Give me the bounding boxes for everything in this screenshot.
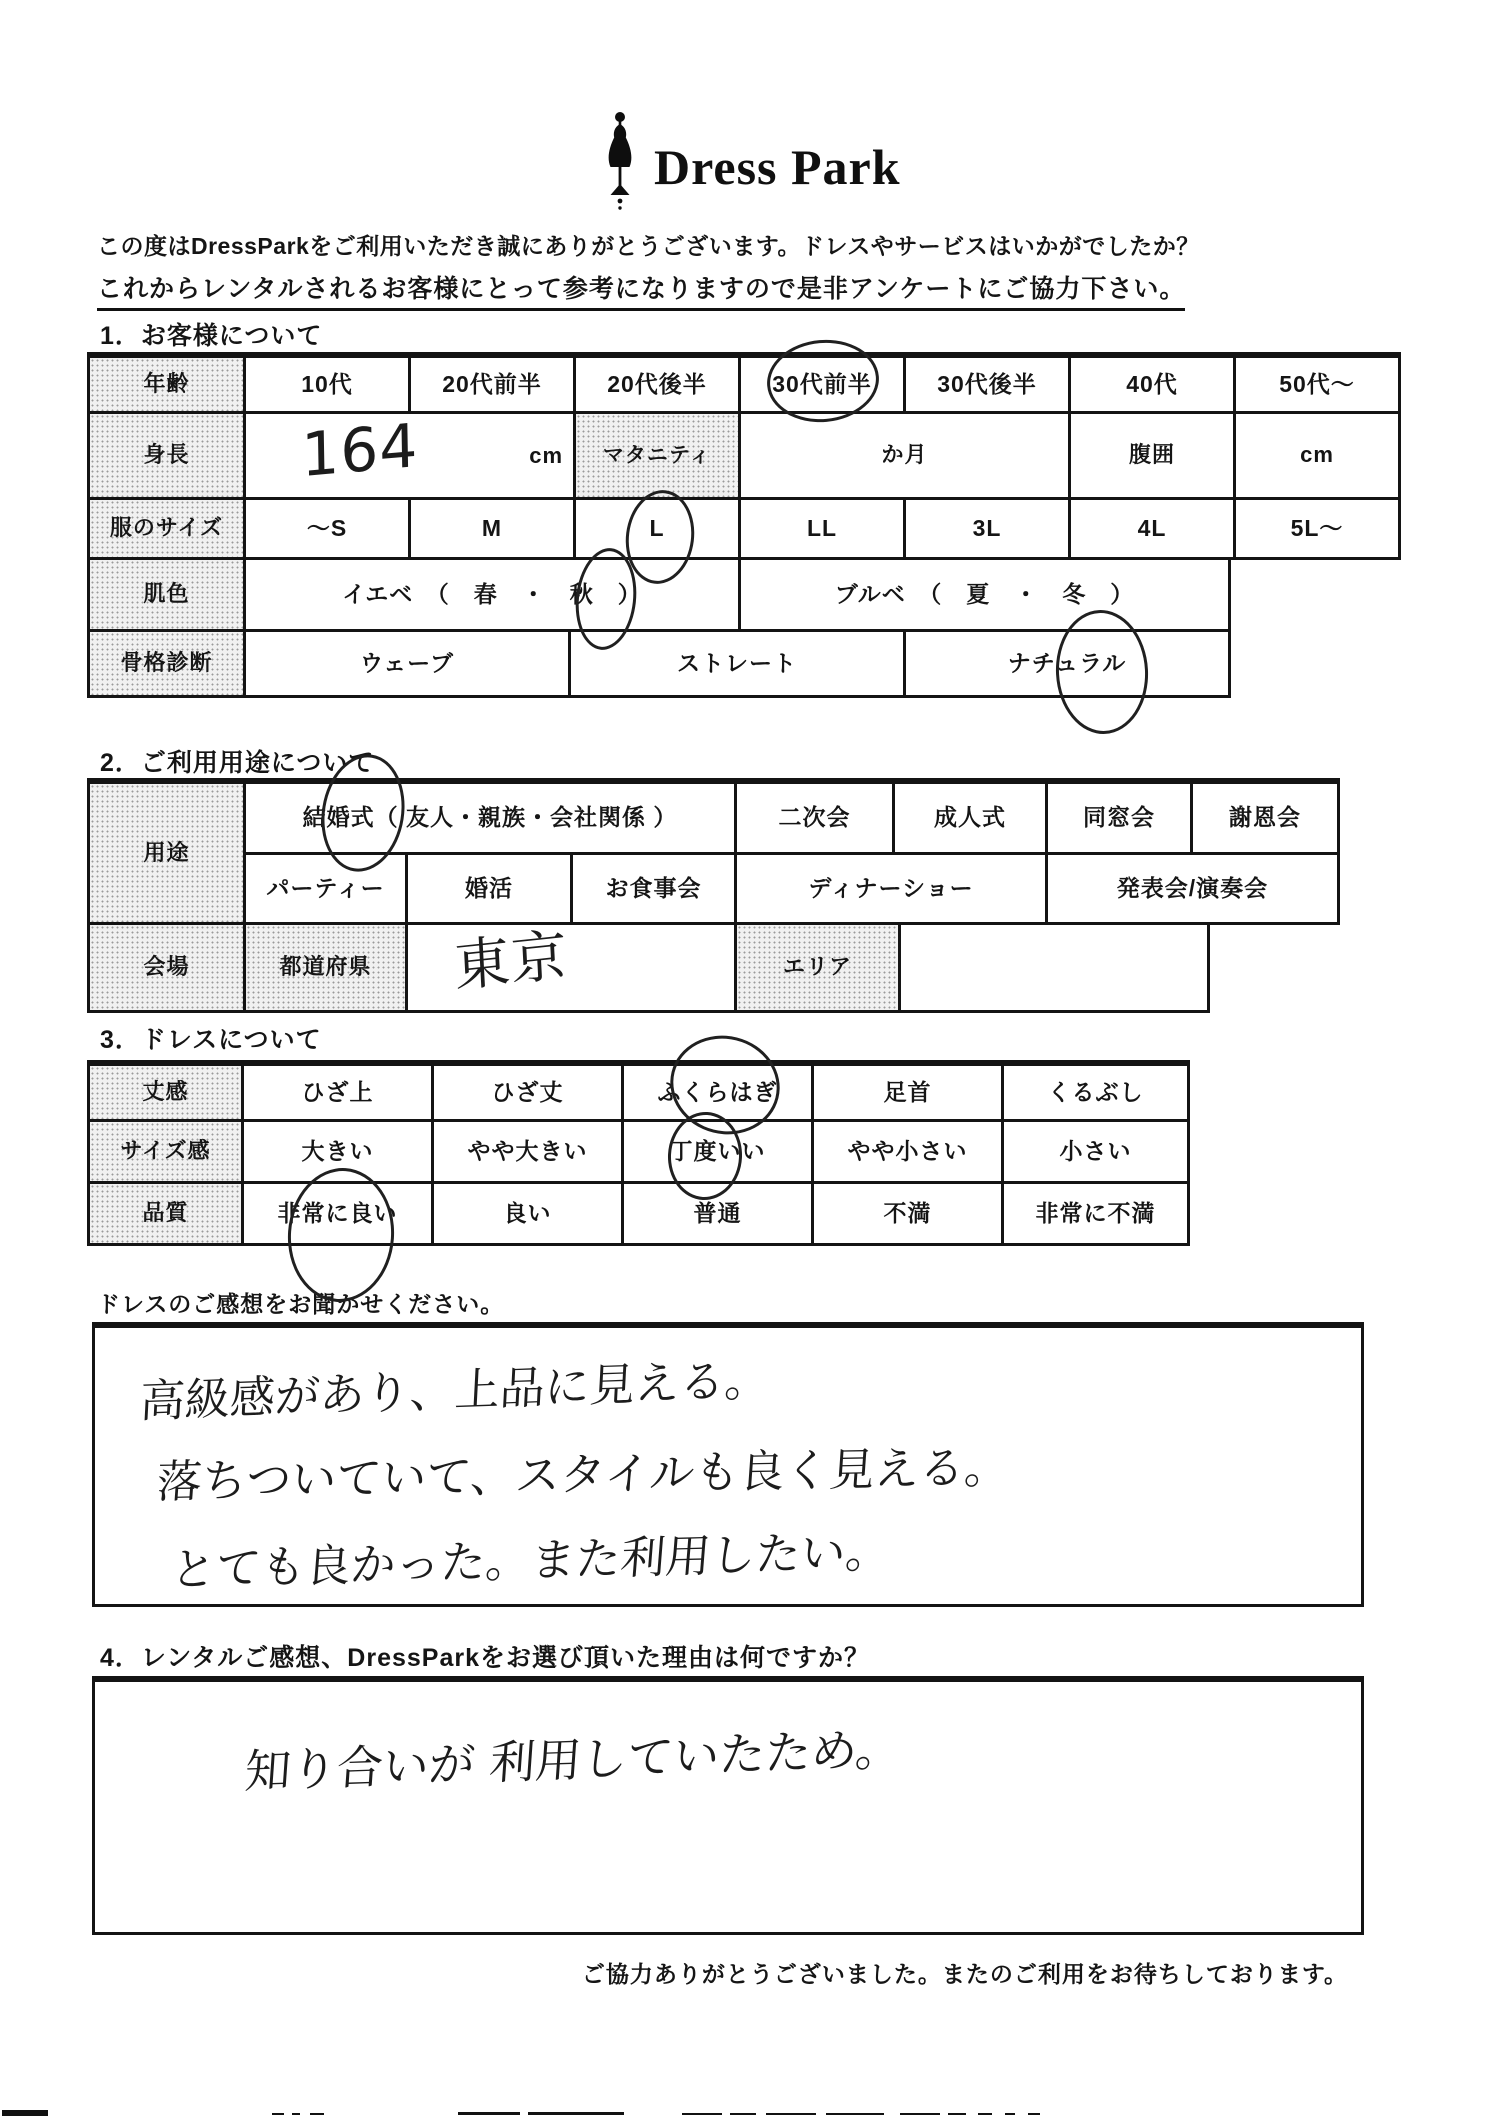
size-option-selected: L [573, 497, 741, 560]
size-option: 4L [1068, 497, 1236, 560]
purpose-option: 成人式 [892, 778, 1048, 855]
length-option: ひざ丈 [431, 1060, 624, 1122]
purpose-option-wedding-selected: 結婚式（ 友人・親族・会社関係 ） [243, 778, 737, 855]
purpose-block [87, 778, 1340, 925]
height-handwritten-value: 164 [300, 410, 419, 492]
height-label: 身長 [87, 411, 246, 500]
purpose-row-1 [246, 778, 1340, 855]
length-option: ひざ上 [241, 1060, 434, 1122]
age-option: 20代前半 [408, 352, 576, 414]
prefecture-value-cell [405, 922, 737, 1013]
skeleton-label: 骨格診断 [87, 629, 246, 698]
intro-text: この度はDressParkをご利用いただき誠にありがとうございます。ドレスやサービスはいかがでしたか？ [97, 233, 1200, 259]
handwritten-feedback-line: 落ちついていて、スタイルも良く見える。 [154, 1440, 1012, 1509]
height-row [87, 411, 1401, 500]
footer-thanks-text: ご協力ありがとうございました。またのご利用をお待ちしております。 [581, 1961, 1348, 1987]
age-option: 30代後半 [903, 352, 1071, 414]
dress-feedback-box [92, 1322, 1364, 1607]
reason-box [92, 1676, 1364, 1935]
brand-logo [598, 110, 901, 214]
skin-option-blue: ブルベ （ 夏 ・ 冬 ） [738, 557, 1231, 632]
size-row [87, 497, 1401, 560]
fit-option-selected: 丁度いい [621, 1119, 814, 1184]
handwritten-feedback-line: 高級感があり、上品に見える。 [138, 1352, 772, 1429]
fit-option: 大きい [241, 1119, 434, 1184]
quality-option: 普通 [621, 1181, 814, 1246]
skeleton-option: ウェーブ [243, 629, 571, 698]
quality-label: 品質 [87, 1181, 244, 1246]
size-option: 5L～ [1233, 497, 1401, 560]
area-label: エリア [734, 922, 901, 1013]
dress-table [87, 1060, 1190, 1246]
length-option: 足首 [811, 1060, 1004, 1122]
customer-table [87, 352, 1401, 698]
maternity-months-cell: か月 [738, 411, 1071, 500]
fit-option: やや小さい [811, 1119, 1004, 1184]
section4-heading: 4．レンタルご感想、DressParkをお選び頂いた理由は何ですか？ [100, 1644, 870, 1672]
handwritten-feedback-line: とても良かった。また利用したい。 [168, 1524, 893, 1597]
fit-option: 小さい [1001, 1119, 1190, 1184]
length-option-selected: ふくらはぎ [621, 1060, 814, 1122]
section1-heading: 1．お客様について [100, 322, 323, 350]
maternity-label: マタニティ [573, 411, 741, 500]
age-option: 50代～ [1233, 352, 1401, 414]
purpose-option: 二次会 [734, 778, 895, 855]
usage-table [87, 778, 1340, 1013]
skin-option-yellow: イエベ （ 春 ・ 秋 ） [243, 557, 741, 632]
length-option: くるぶし [1001, 1060, 1190, 1122]
dress-form-icon [598, 110, 642, 214]
purpose-option: 婚活 [405, 852, 573, 925]
skeleton-row [87, 629, 1401, 698]
quality-option: 非常に不満 [1001, 1181, 1190, 1246]
dress-feedback-label: ドレスのご感想をお聞かせください。 [97, 1291, 505, 1317]
purpose-option: 謝恩会 [1190, 778, 1340, 855]
waist-label-cell: 腹囲 [1068, 411, 1236, 500]
quality-option: 不満 [811, 1181, 1004, 1246]
fit-option: やや大きい [431, 1119, 624, 1184]
size-option: ～S [243, 497, 411, 560]
size-option: 3L [903, 497, 1071, 560]
intro-emphasis-text: これからレンタルされるお客様にとって参考になりますので是非アンケートにご協力下さい。 [97, 269, 1185, 311]
handwritten-reason-line: 知り合いが 利用していたため。 [243, 1721, 904, 1799]
age-label: 年齢 [87, 352, 246, 414]
purpose-option: お食事会 [570, 852, 737, 925]
age-option: 10代 [243, 352, 411, 414]
size-option: LL [738, 497, 906, 560]
prefecture-label: 都道府県 [243, 922, 408, 1013]
area-value-cell [898, 922, 1210, 1013]
height-value-cell [243, 411, 576, 500]
age-option-selected: 30代前半 [738, 352, 906, 414]
skeleton-option-selected: ナチュラル [903, 629, 1231, 698]
prefecture-handwritten-value: 東京 [452, 923, 570, 1000]
section3-heading: 3．ドレスについて [100, 1026, 322, 1054]
purpose-label: 用途 [87, 778, 246, 925]
purpose-option: 同窓会 [1045, 778, 1193, 855]
age-option: 40代 [1068, 352, 1236, 414]
length-row [87, 1060, 1190, 1122]
brand-name: Dress Park [654, 139, 901, 195]
selection-circle-quality [283, 1164, 398, 1305]
purpose-option: 発表会/演奏会 [1045, 852, 1340, 925]
length-label: 丈感 [87, 1060, 244, 1122]
purpose-option: ディナーショー [734, 852, 1048, 925]
age-option: 20代後半 [573, 352, 741, 414]
quality-option-selected: 非常に良い [241, 1181, 434, 1246]
quality-row [87, 1181, 1190, 1246]
section2-heading: 2．ご利用用途について [100, 749, 375, 777]
skin-tone-row [87, 557, 1401, 632]
height-unit: cm [529, 443, 563, 468]
venue-row [87, 922, 1340, 1013]
fit-row [87, 1119, 1190, 1184]
skeleton-option: ストレート [568, 629, 906, 698]
size-option: M [408, 497, 576, 560]
skin-label: 肌色 [87, 557, 246, 632]
size-label: 服のサイズ [87, 497, 246, 560]
purpose-row-2 [246, 852, 1340, 925]
age-row [87, 352, 1401, 414]
quality-option: 良い [431, 1181, 624, 1246]
waist-unit-cell: cm [1233, 411, 1401, 500]
venue-label: 会場 [87, 922, 246, 1013]
fit-label: サイズ感 [87, 1119, 244, 1184]
purpose-option: パーティー [243, 852, 408, 925]
